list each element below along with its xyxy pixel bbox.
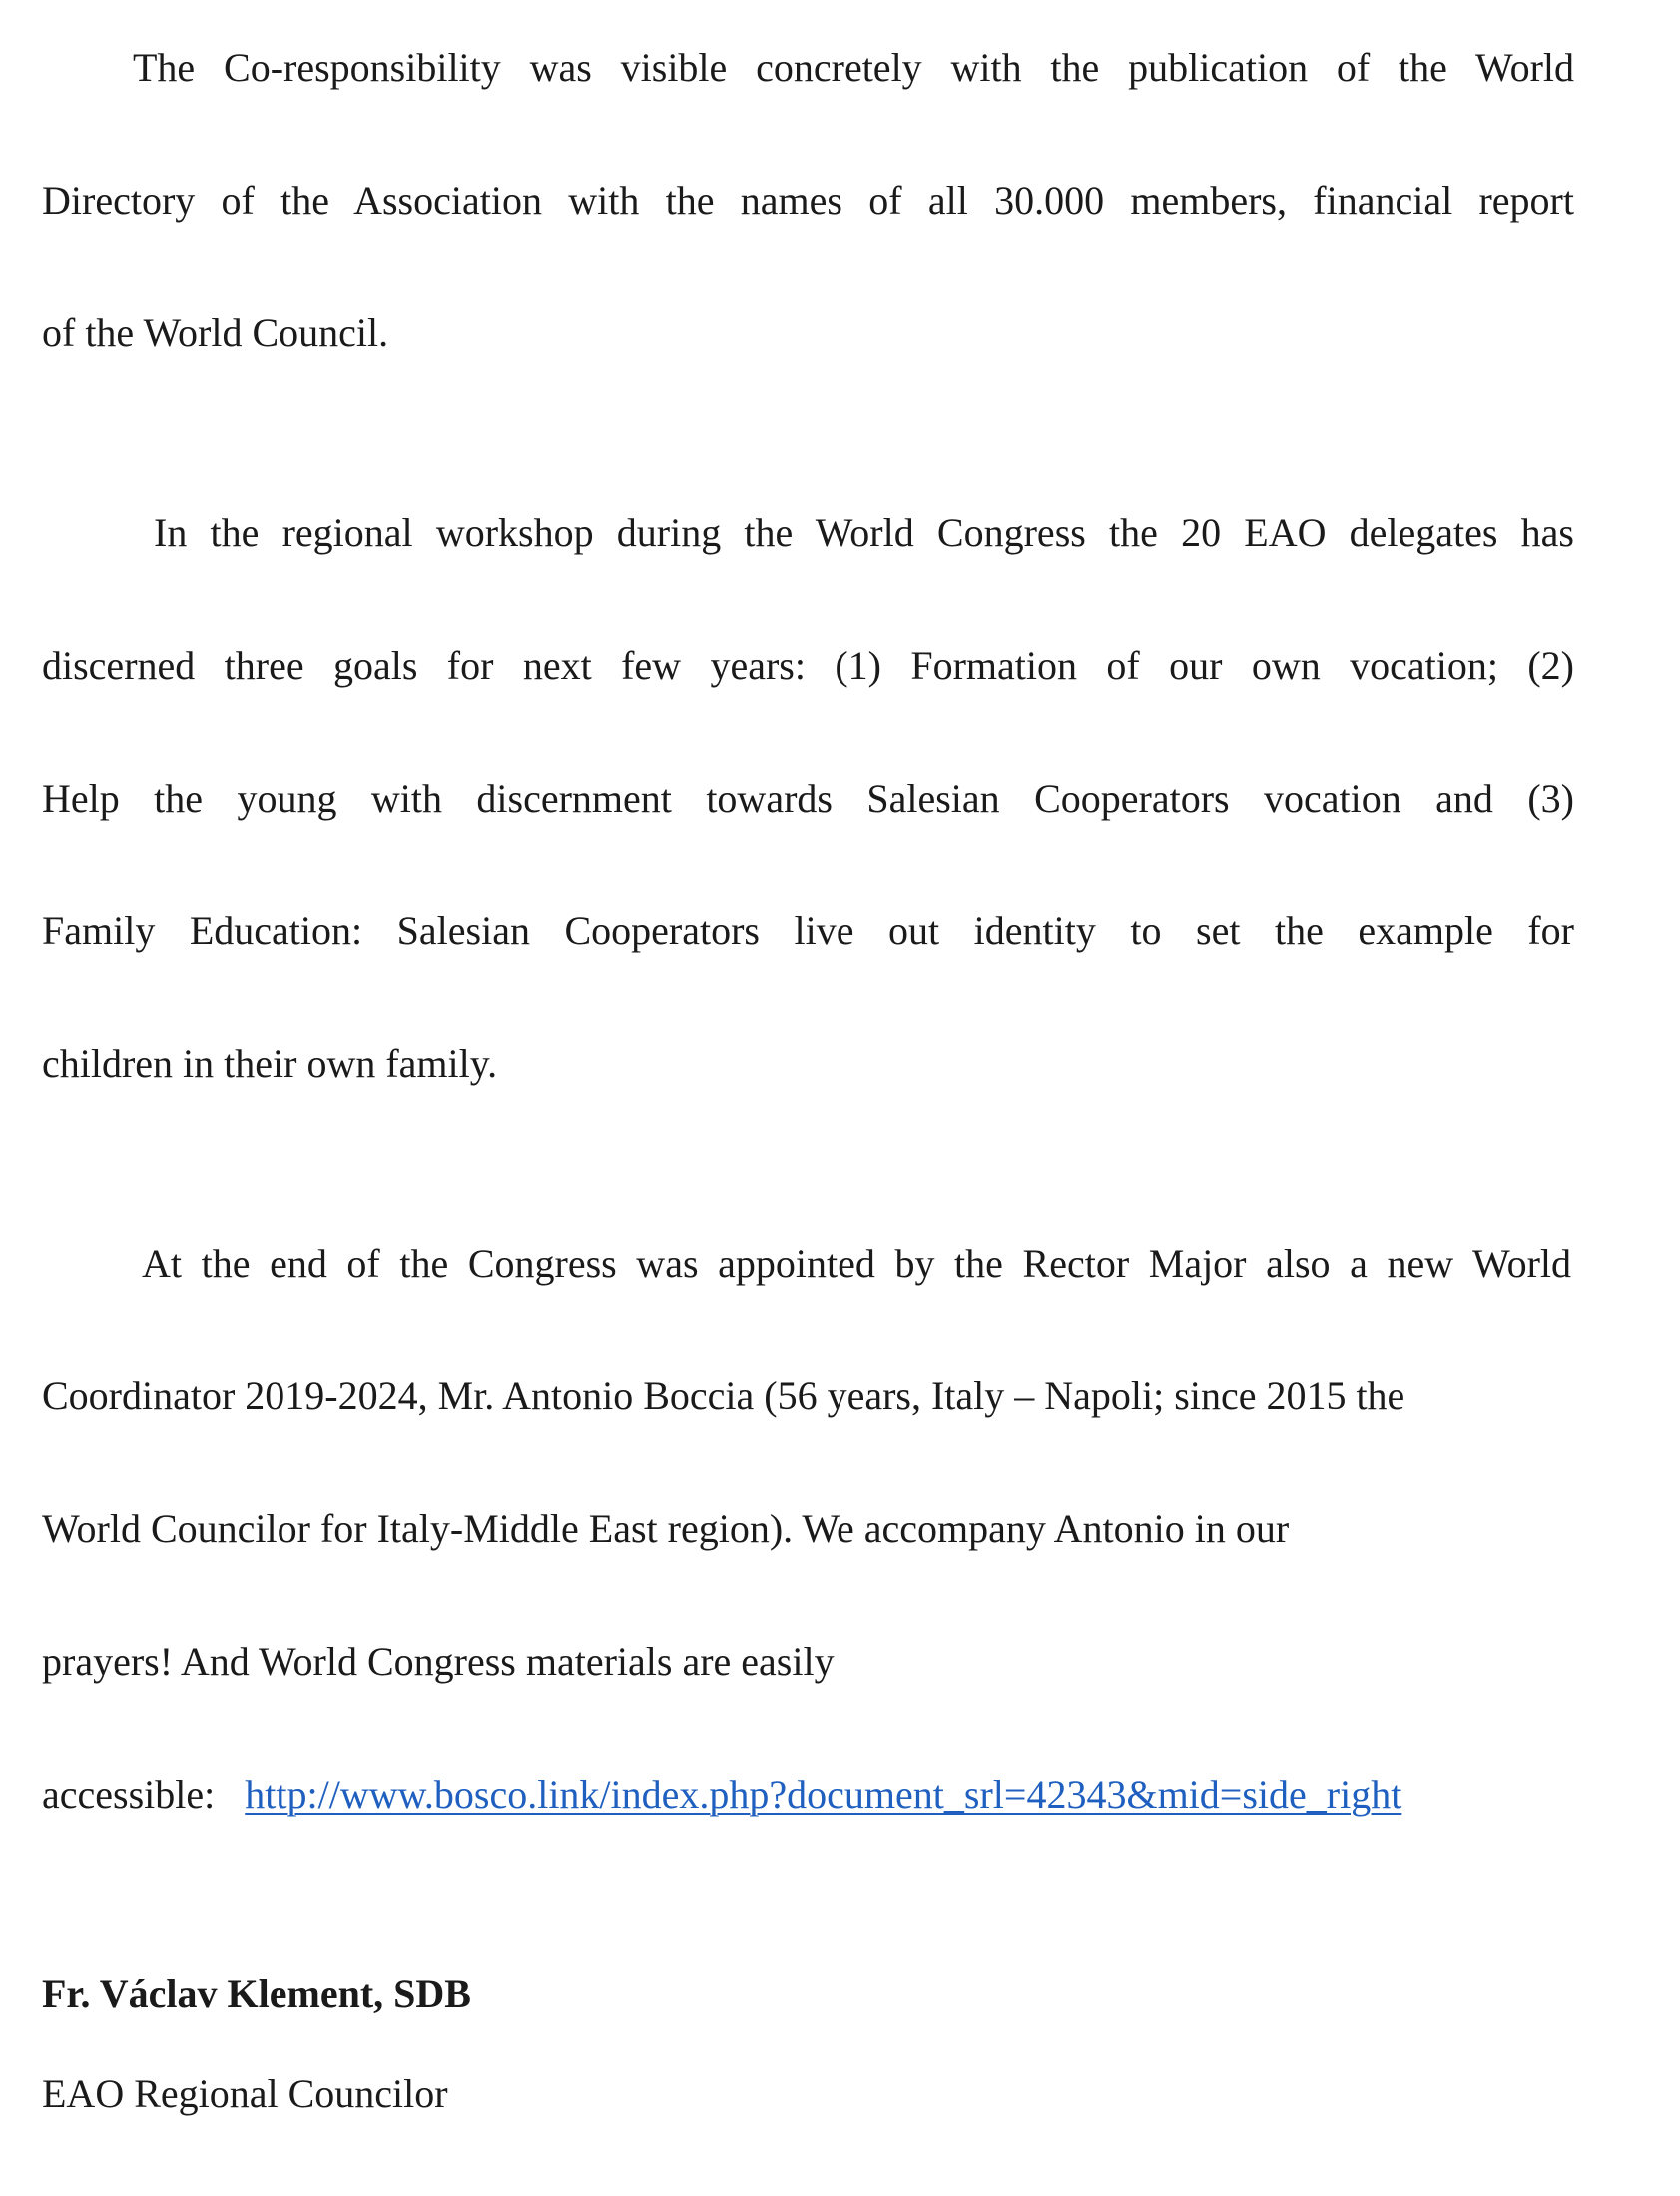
paragraph-3-line-5 <box>42 1771 1574 1819</box>
accessible-label: accessible: <box>42 1772 216 1817</box>
signature-name: Fr. Václav Klement, SDB <box>42 1971 471 2016</box>
paragraph-2-line-2: discerned three goals for next few years: (1) Formation of our own vocation; (2) <box>42 643 1574 688</box>
paragraph-2-line-4: Family Education: Salesian Cooperators live out identity to set the example for <box>42 908 1574 953</box>
signature-title: EAO Regional Councilor <box>42 2071 448 2116</box>
paragraph-1-line-3: of the World Council. <box>42 310 389 355</box>
paragraph-1-line-2: Directory of the Association with the names of all 30.000 members, financial report <box>42 178 1574 223</box>
bosco-link[interactable]: http://www.bosco.link/index.php?document_srl=42343&mid=side_right <box>245 1772 1402 1817</box>
paragraph-2-line-1: In the regional workshop during the World Congress the 20 EAO delegates has <box>154 510 1574 555</box>
paragraph-2-line-3: Help the young with discernment towards Salesian Cooperators vocation and (3) <box>42 776 1574 821</box>
paragraph-2-line-5: children in their own family. <box>42 1041 498 1086</box>
paragraph-3-line-3: World Councilor for Italy-Middle East region). We accompany Antonio in our <box>42 1506 1290 1551</box>
paragraph-1-line-1: The Co-responsibility was visible concretely with the publication of the World <box>133 45 1574 90</box>
paragraph-3-line-1: At the end of the Congress was appointed by the Rector Major also a new World <box>142 1241 1571 1286</box>
paragraph-3-line-2: Coordinator 2019-2024, Mr. Antonio Boccia (56 years, Italy – Napoli; since 2015 the <box>42 1373 1405 1418</box>
paragraph-3-line-4: prayers! And World Congress materials are easily <box>42 1639 835 1684</box>
